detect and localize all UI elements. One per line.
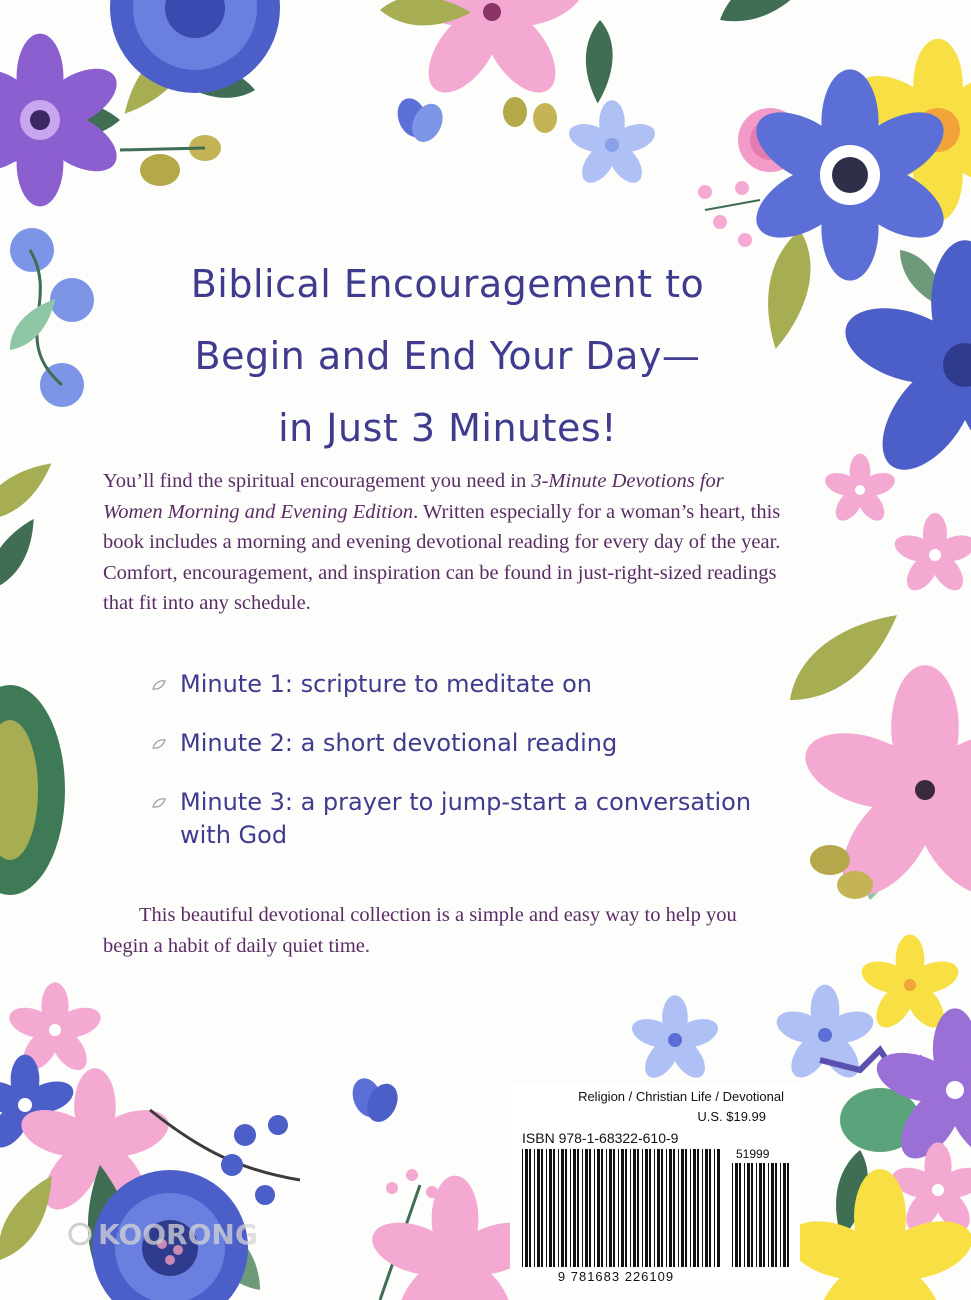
minutes-list bbox=[152, 668, 792, 878]
barcode-bar bbox=[553, 1149, 555, 1267]
watermark-text: KOORONG bbox=[98, 1218, 258, 1251]
top-center-buds bbox=[503, 97, 557, 133]
bottom-center-small-flower bbox=[628, 995, 721, 1084]
top-center-blue-bud bbox=[392, 94, 448, 147]
intro-rest: . Written especially for a woman’s heart, this book includes a morning and evening devotional reading for every day of the year. Comfort, encouragement, and inspiration can be found in just-right-sized readings that fit into any schedule. bbox=[103, 500, 781, 614]
price-label: U.S. $19.99 bbox=[697, 1109, 766, 1124]
barcode-bar bbox=[606, 1149, 607, 1267]
barcode-bar bbox=[597, 1149, 600, 1267]
barcode-bar bbox=[681, 1149, 684, 1267]
barcode-bar bbox=[661, 1149, 663, 1267]
barcode-bar bbox=[735, 1163, 738, 1267]
barcode-bar bbox=[558, 1149, 559, 1267]
barcode-bar bbox=[763, 1163, 765, 1267]
barcode-bar bbox=[771, 1163, 774, 1267]
top-left-blue-flower bbox=[110, 0, 280, 93]
barcode-bar bbox=[625, 1149, 627, 1267]
barcode-bar bbox=[642, 1149, 643, 1267]
barcode-bar bbox=[732, 1163, 733, 1267]
barcode-bar bbox=[666, 1149, 667, 1267]
barcode-bar bbox=[717, 1149, 720, 1267]
barcode-bar bbox=[783, 1163, 786, 1267]
barcode-bar bbox=[609, 1149, 612, 1267]
barcode-bar bbox=[751, 1163, 753, 1267]
minute-item-3 bbox=[152, 786, 792, 852]
minute-text-3: Minute 3: a prayer to jump-start a conversation with God bbox=[180, 788, 752, 849]
barcode-bar bbox=[657, 1149, 660, 1267]
barcode-bar bbox=[780, 1163, 781, 1267]
barcode-bar bbox=[756, 1163, 757, 1267]
barcode-bar bbox=[714, 1149, 715, 1267]
koorong-watermark-icon bbox=[68, 1212, 298, 1256]
barcode-bar bbox=[537, 1149, 540, 1267]
barcode-bar bbox=[630, 1149, 631, 1267]
headline-line-2: Begin and End Your Day— bbox=[194, 334, 701, 378]
barcode-bar bbox=[570, 1149, 571, 1267]
barcode-bar bbox=[747, 1163, 750, 1267]
barcode-bar bbox=[546, 1149, 547, 1267]
barcode-bar bbox=[709, 1149, 711, 1267]
barcode-bar bbox=[690, 1149, 691, 1267]
top-right-berries bbox=[698, 181, 760, 247]
barcode-bar bbox=[739, 1163, 741, 1267]
top-center-small-flower bbox=[565, 100, 658, 189]
barcode-bar bbox=[589, 1149, 591, 1267]
barcode-bar bbox=[673, 1149, 675, 1267]
barcode-bar bbox=[522, 1149, 523, 1267]
barcode-bar bbox=[787, 1163, 789, 1267]
barcode-bar bbox=[705, 1149, 708, 1267]
left-leaves-mid bbox=[0, 461, 65, 895]
barcode-bar bbox=[534, 1149, 535, 1267]
barcode-bar bbox=[645, 1149, 648, 1267]
leaf-bullet-icon bbox=[152, 797, 166, 809]
minute-item-2 bbox=[152, 727, 792, 760]
category-label: Religion / Christian Life / Devotional bbox=[578, 1089, 784, 1104]
barcode-bar bbox=[549, 1149, 552, 1267]
barcode-bar bbox=[649, 1149, 651, 1267]
minute-item-1 bbox=[152, 668, 792, 701]
barcode-digits: 9 781683 226109 bbox=[557, 1269, 675, 1284]
intro-paragraph bbox=[103, 466, 783, 619]
barcode-bar bbox=[637, 1149, 639, 1267]
barcode-bar bbox=[573, 1149, 576, 1267]
barcode-bar bbox=[678, 1149, 679, 1267]
barcode-bar bbox=[541, 1149, 543, 1267]
barcode-bar bbox=[525, 1149, 528, 1267]
headline-line-3: in Just 3 Minutes! bbox=[278, 406, 617, 450]
barcode-bar bbox=[633, 1149, 636, 1267]
barcode-bar bbox=[669, 1149, 672, 1267]
barcode-bar bbox=[618, 1149, 619, 1267]
barcode-bar bbox=[529, 1149, 531, 1267]
barcode-bar bbox=[693, 1149, 696, 1267]
barcode-bar bbox=[577, 1149, 579, 1267]
left-blueberries bbox=[0, 228, 94, 407]
barcode-bar bbox=[775, 1163, 777, 1267]
intro-lead: You’ll find the spiritual encouragement you need in bbox=[103, 470, 532, 492]
barcode-bar bbox=[768, 1163, 769, 1267]
minute-text-1: Minute 1: scripture to meditate on bbox=[180, 670, 592, 698]
headline bbox=[150, 248, 745, 464]
top-left-buds bbox=[120, 135, 221, 186]
barcode-bar bbox=[565, 1149, 567, 1267]
barcode-bar bbox=[759, 1163, 762, 1267]
barcode-bar bbox=[613, 1149, 615, 1267]
barcode-addon-number: 51999 bbox=[736, 1147, 770, 1161]
watermark-logo bbox=[68, 1212, 298, 1256]
right-mid-pink-flower bbox=[796, 665, 971, 911]
barcode-panel bbox=[510, 1083, 800, 1287]
barcode-bar bbox=[685, 1149, 687, 1267]
barcode-bar bbox=[702, 1149, 703, 1267]
barcode-bar bbox=[561, 1149, 564, 1267]
barcode-icon bbox=[510, 1147, 800, 1287]
right-small-pink-flowers bbox=[822, 454, 971, 596]
minute-text-2: Minute 2: a short devotional reading bbox=[180, 729, 618, 757]
barcode-bar bbox=[594, 1149, 595, 1267]
barcode-bar bbox=[654, 1149, 655, 1267]
bottom-center-blue-bud bbox=[347, 1074, 403, 1127]
book-title: 3-Minute Devotions for Women Morning and Evening Edition bbox=[103, 470, 724, 523]
closing-paragraph: This beautiful devotional collection is a simple and easy way to help you begin a habit of daily quiet time. bbox=[103, 904, 737, 957]
barcode-bar bbox=[601, 1149, 603, 1267]
barcode-bar bbox=[582, 1149, 583, 1267]
barcode-bar bbox=[744, 1163, 745, 1267]
isbn-label: ISBN 978-1-68322-610-9 bbox=[522, 1130, 679, 1146]
barcode-bar bbox=[697, 1149, 699, 1267]
barcode-bar bbox=[585, 1149, 588, 1267]
headline-line-1: Biblical Encouragement to bbox=[190, 262, 705, 306]
leaf-bullet-icon bbox=[152, 738, 166, 750]
leaf-bullet-icon bbox=[152, 679, 166, 691]
barcode-bar bbox=[621, 1149, 624, 1267]
